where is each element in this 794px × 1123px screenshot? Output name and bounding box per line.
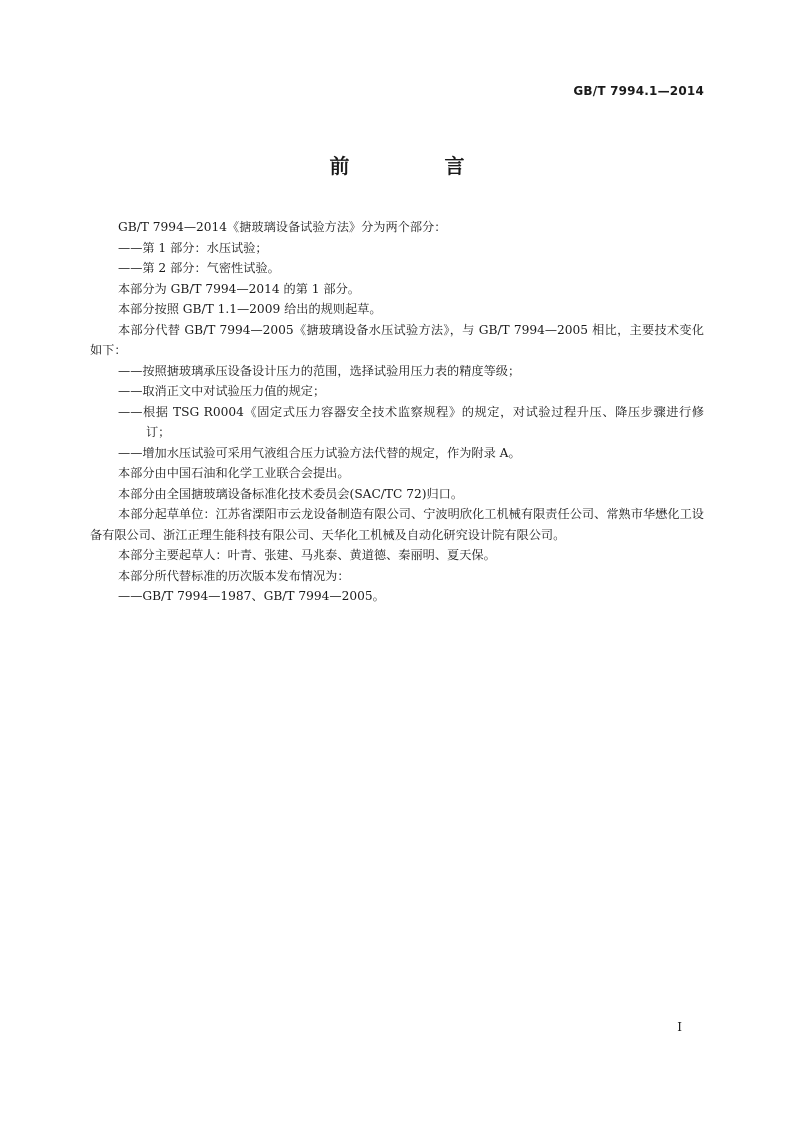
list-item-part-1: ——第 1 部分：水压试验； [118,240,268,255]
paragraph-managed-by: 本部分由全国搪玻璃设备标准化技术委员会(SAC/TC 72)归口。 [118,486,464,501]
paragraph-proposed-by: 本部分由中国石油和化学工业联合会提出。 [118,466,350,480]
page-title: 前 言 [329,154,509,178]
paragraph-part-number: 本部分为 GB/T 7994—2014 的第 1 部分。 [118,281,360,296]
foreword-body [90,217,704,607]
list-item-part-2: ——第 2 部分：气密性试验。 [118,261,280,275]
list-item-change-1: ——按照搪玻璃承压设备设计压力的范围，选择试验用压力表的精度等级； [118,363,521,378]
standard-code: GB/T 7994.1—2014 [573,84,704,98]
list-item-change-4: ——增加水压试验可采用气液组合压力试验方法代替的规定，作为附录 A。 [118,445,521,460]
list-item-change-3: ——根据 TSG R0004《固定式压力容器安全技术监察规程》的规定，对试验过程升压、降压步骤进行修订； [118,404,704,439]
list-item-history: ——GB/T 7994—1987、GB/T 7994—2005。 [118,589,385,603]
paragraph-history-intro: 本部分所代替标准的历次版本发布情况为： [118,568,350,583]
paragraph-replaces: 本部分代替 GB/T 7994—2005《搪玻璃设备水压试验方法》，与 GB/T 7994—2005 相比，主要技术变化如下： [90,322,704,357]
paragraph-drafters: 本部分主要起草人：叶青、张建、马兆泰、黄道德、秦丽明、夏天保。 [118,548,496,562]
list-item-change-2: ——取消正文中对试验压力值的规定； [118,384,326,398]
page-number: I [677,1020,682,1034]
paragraph-drafting-units: 本部分起草单位：江苏省溧阳市云龙设备制造有限公司、宁波明欣化工机械有限责任公司、常熟市华懋化工设备有限公司、浙江正理生能科技有限公司、天华化工机械及自动化研究设计院有限公司。 [90,507,704,542]
paragraph-drafting-rules: 本部分按照 GB/T 1.1—2009 给出的规则起草。 [118,302,382,316]
paragraph-parts-intro: GB/T 7994—2014《搪玻璃设备试验方法》分为两个部分： [118,220,447,234]
